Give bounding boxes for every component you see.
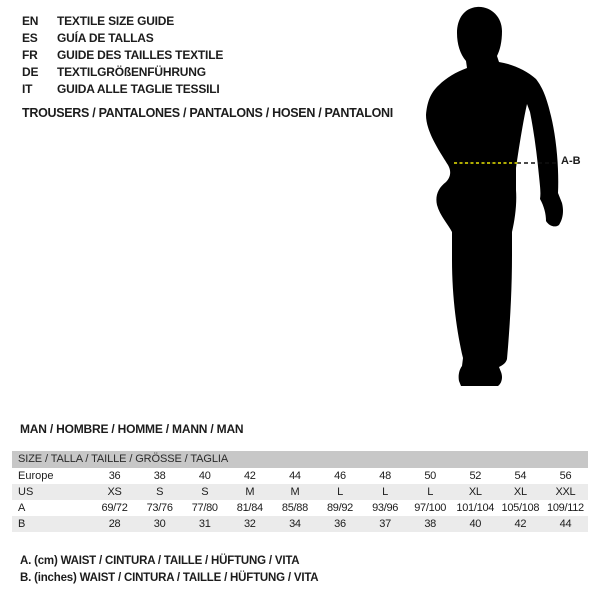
table-cell: 30 bbox=[153, 518, 166, 530]
table-cell: 89/92 bbox=[326, 502, 353, 514]
lang-code: FR bbox=[22, 48, 38, 62]
lang-row-fr bbox=[22, 47, 223, 64]
table-cell: 69/72 bbox=[101, 502, 128, 514]
table-cell: 101/104 bbox=[456, 502, 495, 514]
section-title-man: MAN / HOMBRE / HOMME / MANN / MAN bbox=[20, 422, 244, 436]
size-table bbox=[12, 451, 588, 532]
table-cell: 37 bbox=[379, 518, 391, 530]
language-header bbox=[22, 13, 223, 98]
lang-code: EN bbox=[22, 14, 39, 28]
table-cell: M bbox=[245, 486, 255, 498]
man-silhouette-figure bbox=[420, 0, 600, 400]
row-label: B bbox=[18, 518, 26, 530]
lang-label: GUIDE DES TAILLES TEXTILE bbox=[57, 48, 224, 62]
table-cell: 36 bbox=[108, 470, 121, 482]
row-label: US bbox=[18, 486, 34, 498]
table-cell: 38 bbox=[153, 470, 166, 482]
row-label: Europe bbox=[18, 470, 54, 482]
table-cell: 40 bbox=[469, 518, 482, 530]
table-cell: 97/100 bbox=[414, 502, 447, 514]
table-cell: 34 bbox=[289, 518, 301, 530]
lang-label: TEXTILE SIZE GUIDE bbox=[57, 14, 175, 28]
table-cell: M bbox=[290, 486, 300, 498]
lang-row-en bbox=[22, 13, 223, 30]
table-cell: S bbox=[201, 486, 209, 498]
man-silhouette bbox=[426, 7, 563, 386]
lang-label: GUIDA ALLE TAGLIE TESSILI bbox=[57, 82, 220, 96]
table-cell: 46 bbox=[334, 470, 346, 482]
table-cell: S bbox=[156, 486, 164, 498]
table-cell: XXL bbox=[555, 486, 576, 498]
table-cell: 44 bbox=[559, 518, 572, 530]
note-a: A. (cm) WAIST / CINTURA / TAILLE / HÜFTUNG / VITA bbox=[20, 555, 300, 567]
table-row-europe bbox=[12, 468, 588, 484]
table-cell: L bbox=[427, 486, 434, 498]
measure-label-ab: A-B bbox=[561, 155, 581, 167]
table-cell: 38 bbox=[424, 518, 436, 530]
man-silhouette-svg bbox=[420, 0, 600, 400]
lang-code: IT bbox=[22, 82, 33, 96]
lang-code: DE bbox=[22, 65, 39, 79]
table-cell: 105/108 bbox=[501, 502, 540, 514]
table-cell: 56 bbox=[559, 470, 572, 482]
lang-label: GUÍA DE TALLAS bbox=[57, 31, 154, 45]
table-cell: L bbox=[382, 486, 388, 498]
table-cell: L bbox=[337, 486, 343, 498]
table-cell: XL bbox=[468, 486, 482, 498]
lang-row-de bbox=[22, 64, 223, 81]
table-cell: 40 bbox=[198, 470, 211, 482]
table-row-a-cm bbox=[12, 500, 588, 516]
table-cell: 85/88 bbox=[281, 502, 308, 514]
row-label: A bbox=[18, 502, 26, 514]
table-cell: 31 bbox=[198, 518, 211, 530]
table-cell: 54 bbox=[514, 470, 527, 482]
table-cell: 44 bbox=[289, 470, 301, 482]
garment-title: TROUSERS / PANTALONES / PANTALONS / HOSEN / PANTALONI bbox=[22, 106, 393, 120]
table-cell: 48 bbox=[379, 470, 391, 482]
table-cell: 42 bbox=[514, 518, 527, 530]
table-cell: 52 bbox=[469, 470, 482, 482]
lang-label: TEXTILGRÖßENFÜHRUNG bbox=[57, 65, 206, 79]
table-cell: 50 bbox=[424, 470, 436, 482]
table-cell: 81/84 bbox=[236, 502, 263, 514]
table-cell: 28 bbox=[108, 518, 121, 530]
lang-row-es bbox=[22, 30, 223, 47]
table-row-us bbox=[12, 484, 588, 500]
table-cell: 73/76 bbox=[146, 502, 173, 514]
table-cell: 32 bbox=[243, 518, 256, 530]
lang-row-it bbox=[22, 81, 223, 98]
table-cell: 109/112 bbox=[547, 502, 584, 514]
table-cell: 36 bbox=[334, 518, 346, 530]
note-b: B. (inches) WAIST / CINTURA / TAILLE / HÜFTUNG / VITA bbox=[20, 571, 319, 584]
measurement-notes bbox=[20, 553, 318, 586]
table-cell: 77/80 bbox=[191, 502, 218, 514]
table-cell: XL bbox=[513, 486, 527, 498]
table-cell: 42 bbox=[243, 470, 256, 482]
table-cell: XS bbox=[107, 486, 122, 498]
lang-code: ES bbox=[22, 31, 38, 45]
table-row-b-inches bbox=[12, 516, 588, 532]
table-cell: 93/96 bbox=[372, 502, 399, 514]
size-table-header: SIZE / TALLA / TAILLE / GRÖSSE / TAGLIA bbox=[12, 451, 588, 468]
